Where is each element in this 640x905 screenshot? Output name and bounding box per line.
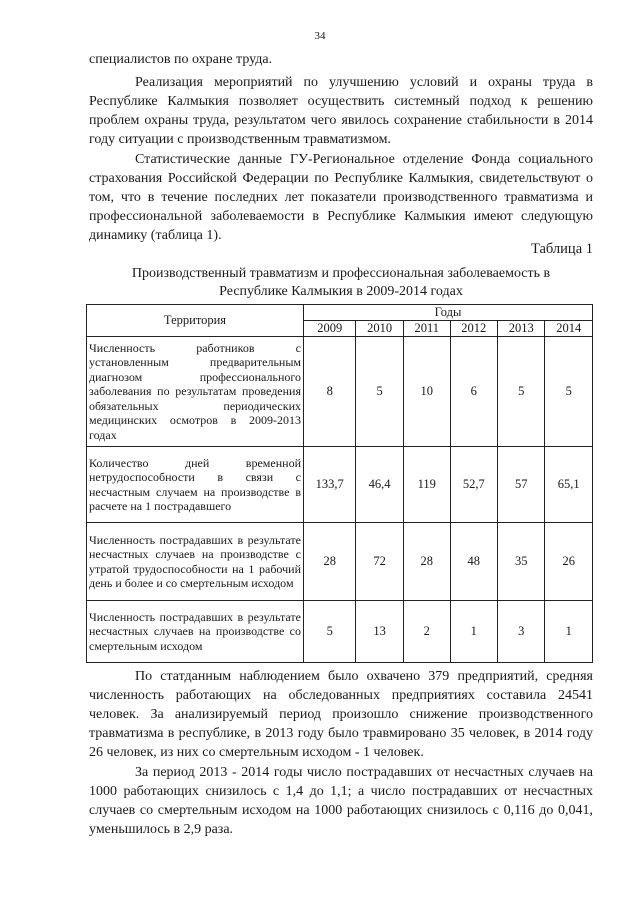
row-label: Количество дней временной нетрудоспособности в связи с несчастным случаем на производстве в расчете на 1 пострадавшего bbox=[87, 447, 304, 523]
row-label: Численность работников с установленным предварительным диагнозом профессионального заболевания по результатам проведения обязательных периодических медицинских осмотров в 2009-2013 годах bbox=[87, 337, 304, 447]
table-title bbox=[89, 265, 593, 301]
cell-value: 72 bbox=[356, 523, 403, 601]
cell-value: 26 bbox=[545, 523, 593, 601]
cell-value: 6 bbox=[450, 337, 497, 447]
table-title-line-1: Производственный травматизм и профессиональная заболеваемость в bbox=[131, 266, 551, 281]
header-year-2009: 2009 bbox=[304, 321, 356, 337]
table-row bbox=[87, 601, 593, 663]
paragraph-measures: Реализация мероприятий по улучшению условий и охраны труда в Республике Калмыкия позволяет осуществить системный подход к решению проблем охраны труда, результатом чего явилось сохранение стабильности в 2014 году ситуации с производственным травматизмом. bbox=[89, 75, 593, 147]
table-row bbox=[87, 337, 593, 447]
cell-value: 13 bbox=[356, 601, 403, 663]
cell-value: 133,7 bbox=[304, 447, 356, 523]
cell-value: 5 bbox=[304, 601, 356, 663]
table-row bbox=[87, 447, 593, 523]
paragraph-statistics: Статистические данные ГУ-Региональное отделение Фонда социального страхования Российской Федерации по Республике Калмыкия, свидетельствуют о том, что в течение последних лет показатели производственного травматизма и профессиональной заболеваемости в Республике Калмыкия имеют следующую динамику (таблица 1). bbox=[89, 152, 593, 243]
page-number: 34 bbox=[314, 30, 326, 42]
cell-value: 5 bbox=[356, 337, 403, 447]
header-year-2014: 2014 bbox=[545, 321, 593, 337]
table-label: Таблица 1 bbox=[530, 241, 593, 257]
cell-value: 10 bbox=[403, 337, 450, 447]
header-year-2013: 2013 bbox=[498, 321, 545, 337]
header-year-2011: 2011 bbox=[403, 321, 450, 337]
cell-value: 52,7 bbox=[450, 447, 497, 523]
cell-value: 28 bbox=[304, 523, 356, 601]
paragraph-enterprises: По статданным наблюдением было охвачено 379 предприятий, средняя численность работающих на обследованных предприятиях составила 24541 человек. За анализируемый период произошло снижение производственного травматизма в республике, в 2013 году было травмировано 35 человек, в 2014 году 26 человек, из них со смертельным исходом - 1 человек. bbox=[89, 669, 593, 760]
cell-value: 57 bbox=[498, 447, 545, 523]
cell-value: 65,1 bbox=[545, 447, 593, 523]
cell-value: 5 bbox=[498, 337, 545, 447]
cell-value: 35 bbox=[498, 523, 545, 601]
table-row bbox=[87, 523, 593, 601]
cell-value: 2 bbox=[403, 601, 450, 663]
header-year-2012: 2012 bbox=[450, 321, 497, 337]
cell-value: 1 bbox=[450, 601, 497, 663]
paragraph-dynamics: За период 2013 - 2014 годы число пострадавших от несчастных случаев на 1000 работающих снизилось с 1,4 до 1,1; а число пострадавших от несчастных случаев со смертельным исходом на 1000 работающих снизилось с 0,116 до 0,041, уменьшилось в 2,9 раза. bbox=[89, 765, 593, 837]
cell-value: 5 bbox=[545, 337, 593, 447]
injury-statistics-table bbox=[86, 304, 593, 663]
header-years: Годы bbox=[304, 305, 593, 321]
row-label: Численность пострадавших в результате несчастных случаев на производстве со смертельным исходом bbox=[87, 601, 304, 663]
table-title-line-2: Республике Калмыкия в 2009-2014 годах bbox=[219, 284, 463, 299]
row-label: Численность пострадавших в результате несчастных случаев на производстве с утратой трудоспособности на 1 рабочий день и более и со смертельным исходом bbox=[87, 523, 304, 601]
cell-value: 28 bbox=[403, 523, 450, 601]
cell-value: 3 bbox=[498, 601, 545, 663]
cell-value: 46,4 bbox=[356, 447, 403, 523]
header-year-2010: 2010 bbox=[356, 321, 403, 337]
cell-value: 119 bbox=[403, 447, 450, 523]
cell-value: 1 bbox=[545, 601, 593, 663]
paragraph-continuation: специалистов по охране труда. bbox=[89, 52, 273, 67]
cell-value: 48 bbox=[450, 523, 497, 601]
cell-value: 8 bbox=[304, 337, 356, 447]
header-territory: Территория bbox=[87, 305, 304, 337]
